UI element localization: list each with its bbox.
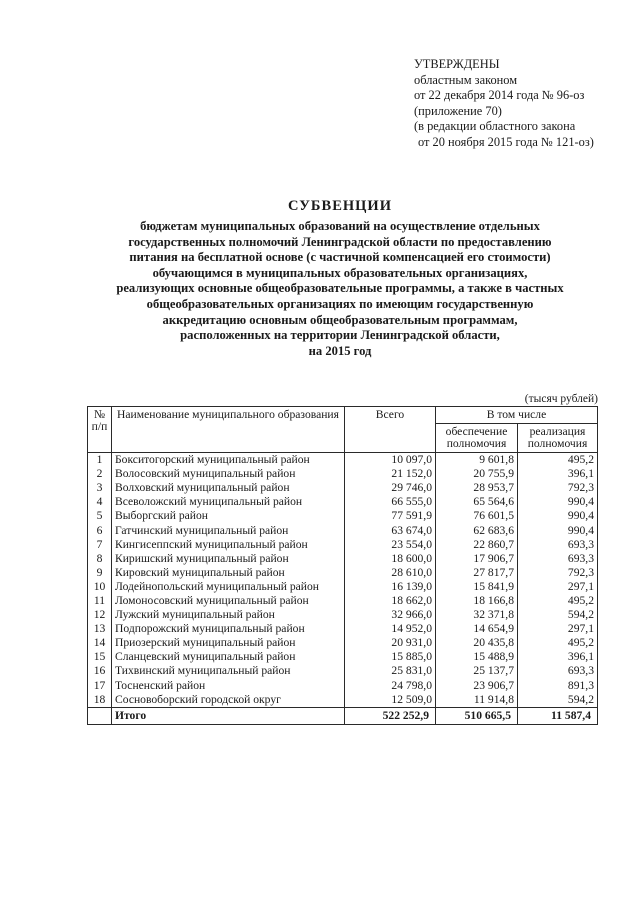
municipality-name: Ломоносовский муниципальный район [112,594,345,608]
realization-value: 495,2 [518,453,598,468]
row-number: 6 [88,523,112,537]
realization-value: 693,3 [518,664,598,678]
row-number: 7 [88,538,112,552]
provision-value: 32 371,8 [436,608,518,622]
table-row [88,552,598,566]
municipality-name: Лодейнопольский муниципальный район [112,580,345,594]
table-row [88,650,598,664]
row-number: 17 [88,679,112,693]
table-row [88,580,598,594]
total-value: 24 798,0 [345,679,436,693]
total-value: 66 555,0 [345,495,436,509]
header-name: Наименование муниципального образования [112,407,345,453]
total-row [88,707,598,724]
total-sum: 522 252,9 [345,707,436,724]
header-total: Всего [345,407,436,453]
total-value: 63 674,0 [345,523,436,537]
row-number: 2 [88,467,112,481]
realization-value: 990,4 [518,523,598,537]
municipality-name: Волховский муниципальный район [112,481,345,495]
realization-value: 495,2 [518,636,598,650]
row-number: 10 [88,580,112,594]
provision-value: 14 654,9 [436,622,518,636]
subtitle-line: государственных полномочий Ленинградской области по предоставлению [128,234,552,249]
municipality-name: Бокситогорский муниципальный район [112,453,345,468]
table-row [88,664,598,678]
municipality-name: Сосновоборский городской округ [112,693,345,708]
subtitle-line: обучающимся в муниципальных образовательных организациях, [152,265,528,280]
realization-value: 495,2 [518,594,598,608]
realization-value: 594,2 [518,693,598,708]
total-value: 14 952,0 [345,622,436,636]
approval-stamp [414,57,594,151]
total-value: 12 509,0 [345,693,436,708]
table-row [88,495,598,509]
table-row [88,509,598,523]
provision-value: 20 435,8 [436,636,518,650]
row-number: 3 [88,481,112,495]
table-row [88,453,598,468]
realization-value: 297,1 [518,622,598,636]
header-realization: реализация полномочия [518,424,598,453]
municipality-name: Кировский муниципальный район [112,566,345,580]
row-number: 9 [88,566,112,580]
row-number: 16 [88,664,112,678]
realization-value: 792,3 [518,481,598,495]
row-number: 13 [88,622,112,636]
subtitle-line: реализующих основные общеобразовательные программы, а также в частных [116,281,564,296]
units-label: (тысяч рублей) [524,393,598,405]
row-number: 8 [88,552,112,566]
municipality-name: Приозерский муниципальный район [112,636,345,650]
row-number: 11 [88,594,112,608]
header-provision: обеспечение полномочия [436,424,518,453]
provision-value: 76 601,5 [436,509,518,523]
row-number: 14 [88,636,112,650]
table-row [88,566,598,580]
subventions-table [87,406,598,725]
subtitle-line: бюджетам муниципальных образований на осуществление отдельных [140,219,540,233]
municipality-name: Сланцевский муниципальный район [112,650,345,664]
table-row [88,679,598,693]
municipality-name: Тихвинский муниципальный район [112,664,345,678]
realization-value: 891,3 [518,679,598,693]
table-row [88,594,598,608]
realization-value: 693,3 [518,538,598,552]
provision-value: 15 488,9 [436,650,518,664]
total-value: 77 591,9 [345,509,436,523]
realization-value: 990,4 [518,495,598,509]
approval-line: УТВЕРЖДЕНЫ [414,57,500,71]
subtitle-line: расположенных на территории Ленинградской области, [180,328,500,343]
document-title: СУБВЕНЦИИ [288,198,392,214]
total-value: 15 885,0 [345,650,436,664]
total-value: 23 554,0 [345,538,436,552]
total-value: 29 746,0 [345,481,436,495]
provision-value: 20 755,9 [436,467,518,481]
municipality-name: Гатчинский муниципальный район [112,523,345,537]
total-num-cell [88,707,112,724]
realization-value: 396,1 [518,650,598,664]
provision-value: 25 137,7 [436,664,518,678]
table-row [88,481,598,495]
provision-value: 23 906,7 [436,679,518,693]
municipality-name: Тосненский район [112,679,345,693]
subtitle-line: аккредитацию основным общеобразовательным программам, [162,312,518,327]
total-value: 18 600,0 [345,552,436,566]
provision-value: 11 914,8 [436,693,518,708]
provision-value: 27 817,7 [436,566,518,580]
provision-value: 28 953,7 [436,481,518,495]
row-number: 5 [88,509,112,523]
table-row [88,608,598,622]
municipality-name: Подпорожский муниципальный район [112,622,345,636]
header-num: № п/п [88,407,112,453]
municipality-name: Киришский муниципальный район [112,552,345,566]
table-row [88,523,598,537]
total-value: 16 139,0 [345,580,436,594]
municipality-name: Лужский муниципальный район [112,608,345,622]
row-number: 12 [88,608,112,622]
approval-line: (в редакции областного закона [414,119,576,134]
header-including: В том числе [436,407,598,424]
provision-value: 22 860,7 [436,538,518,552]
row-number: 18 [88,693,112,708]
approval-line: областным законом [414,72,518,87]
table-row [88,636,598,650]
total-label: Итого [112,707,345,724]
subtitle-line: на 2015 год [308,343,372,358]
document-subtitle [70,219,610,359]
row-number: 4 [88,495,112,509]
realization-value: 594,2 [518,608,598,622]
table-row [88,693,598,708]
total-value: 10 097,0 [345,453,436,468]
approval-line: от 20 ноября 2015 года № 121-оз) [418,134,594,149]
total-value: 18 662,0 [345,594,436,608]
total-value: 25 831,0 [345,664,436,678]
municipality-name: Кингисеппский муниципальный район [112,538,345,552]
total-value: 32 966,0 [345,608,436,622]
provision-value: 18 166,8 [436,594,518,608]
subtitle-line: общеобразовательных организациях по имеющим государственную [146,296,534,311]
realization-value: 297,1 [518,580,598,594]
table-row [88,467,598,481]
row-number: 1 [88,453,112,468]
provision-value: 15 841,9 [436,580,518,594]
table-body [88,453,598,708]
table-row [88,622,598,636]
realization-value: 396,1 [518,467,598,481]
subtitle-line: питания на бесплатной основе (с частичной компенсацией его стоимости) [129,250,551,265]
provision-value: 17 906,7 [436,552,518,566]
provision-value: 65 564,6 [436,495,518,509]
municipality-name: Выборгский район [112,509,345,523]
municipality-name: Всеволожский муниципальный район [112,495,345,509]
realization-value: 693,3 [518,552,598,566]
table-row [88,538,598,552]
title-block [70,198,610,359]
approval-line: от 22 декабря 2014 года № 96-оз [414,88,585,103]
realization-value: 792,3 [518,566,598,580]
total-value: 28 610,0 [345,566,436,580]
municipality-name: Волосовский муниципальный район [112,467,345,481]
approval-line: (приложение 70) [414,103,502,118]
total-value: 21 152,0 [345,467,436,481]
total-value: 20 931,0 [345,636,436,650]
realization-value: 990,4 [518,509,598,523]
row-number: 15 [88,650,112,664]
provision-value: 9 601,8 [436,453,518,468]
provision-value: 62 683,6 [436,523,518,537]
total-provision: 510 665,5 [436,707,518,724]
total-realization: 11 587,4 [518,707,598,724]
